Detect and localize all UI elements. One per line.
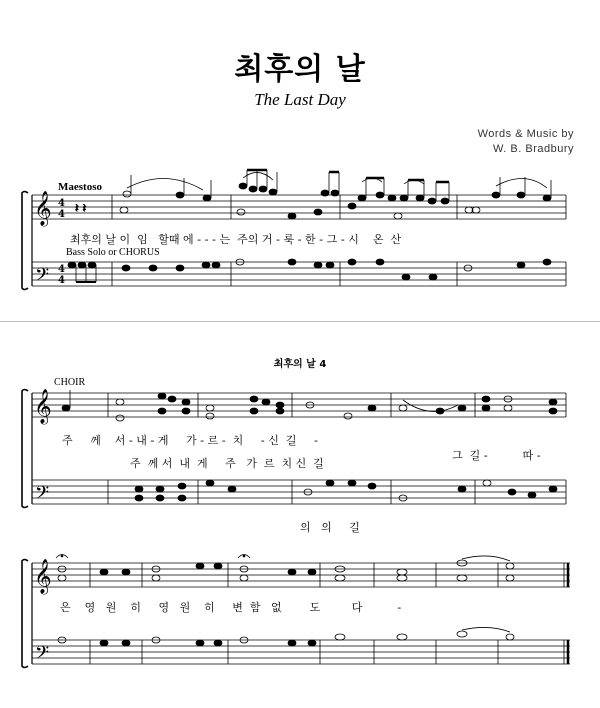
voice-label-bass: Bass Solo or CHORUS	[66, 247, 160, 258]
svg-text:𝄞: 𝄞	[34, 389, 52, 424]
svg-text:𝄢: 𝄢	[35, 643, 50, 668]
page-header-2: 최후의 날 4	[273, 359, 327, 370]
lyrics-system-1: 최후의 날 이 임 할때 에 - - - 는 주의 거 - 룩 - 한 - 그 - 시 온 산	[70, 233, 402, 246]
svg-text:𝄽 𝄽: 𝄽 𝄽	[75, 201, 87, 215]
song-title: 최후의 날	[234, 52, 366, 87]
svg-text:4: 4	[58, 198, 65, 209]
svg-text:4: 4	[58, 264, 65, 275]
tempo-marking: Maestoso	[58, 181, 102, 193]
svg-text:𝄞: 𝄞	[34, 559, 52, 594]
credit-words-music: Words & Music by	[477, 128, 574, 140]
treble-clef-icon: 𝄞	[34, 191, 52, 226]
bass-clef-icon: 𝄢	[35, 265, 50, 290]
lyrics-system-3: 은 영 원 히 영 원 히 변 함 없 도 다 -	[60, 601, 402, 614]
lyrics-upper: 주 께 서 - 내 - 게 가 - 르 - 치 - 신 길 -	[62, 434, 318, 447]
lyrics-middle: 주 께 서 내 게 주 가 르 치 신 길	[130, 457, 324, 470]
lyrics-upper-b: 그 길 - 따 -	[452, 449, 541, 462]
song-subtitle: The Last Day	[254, 90, 346, 109]
choir-label: CHOIR	[54, 377, 86, 388]
lyrics-lower: 의 의 길	[300, 521, 360, 534]
svg-text:𝄢: 𝄢	[35, 483, 50, 508]
credit-composer: W. B. Bradbury	[493, 143, 574, 155]
svg-text:4: 4	[58, 209, 65, 220]
svg-text:4: 4	[58, 275, 65, 286]
